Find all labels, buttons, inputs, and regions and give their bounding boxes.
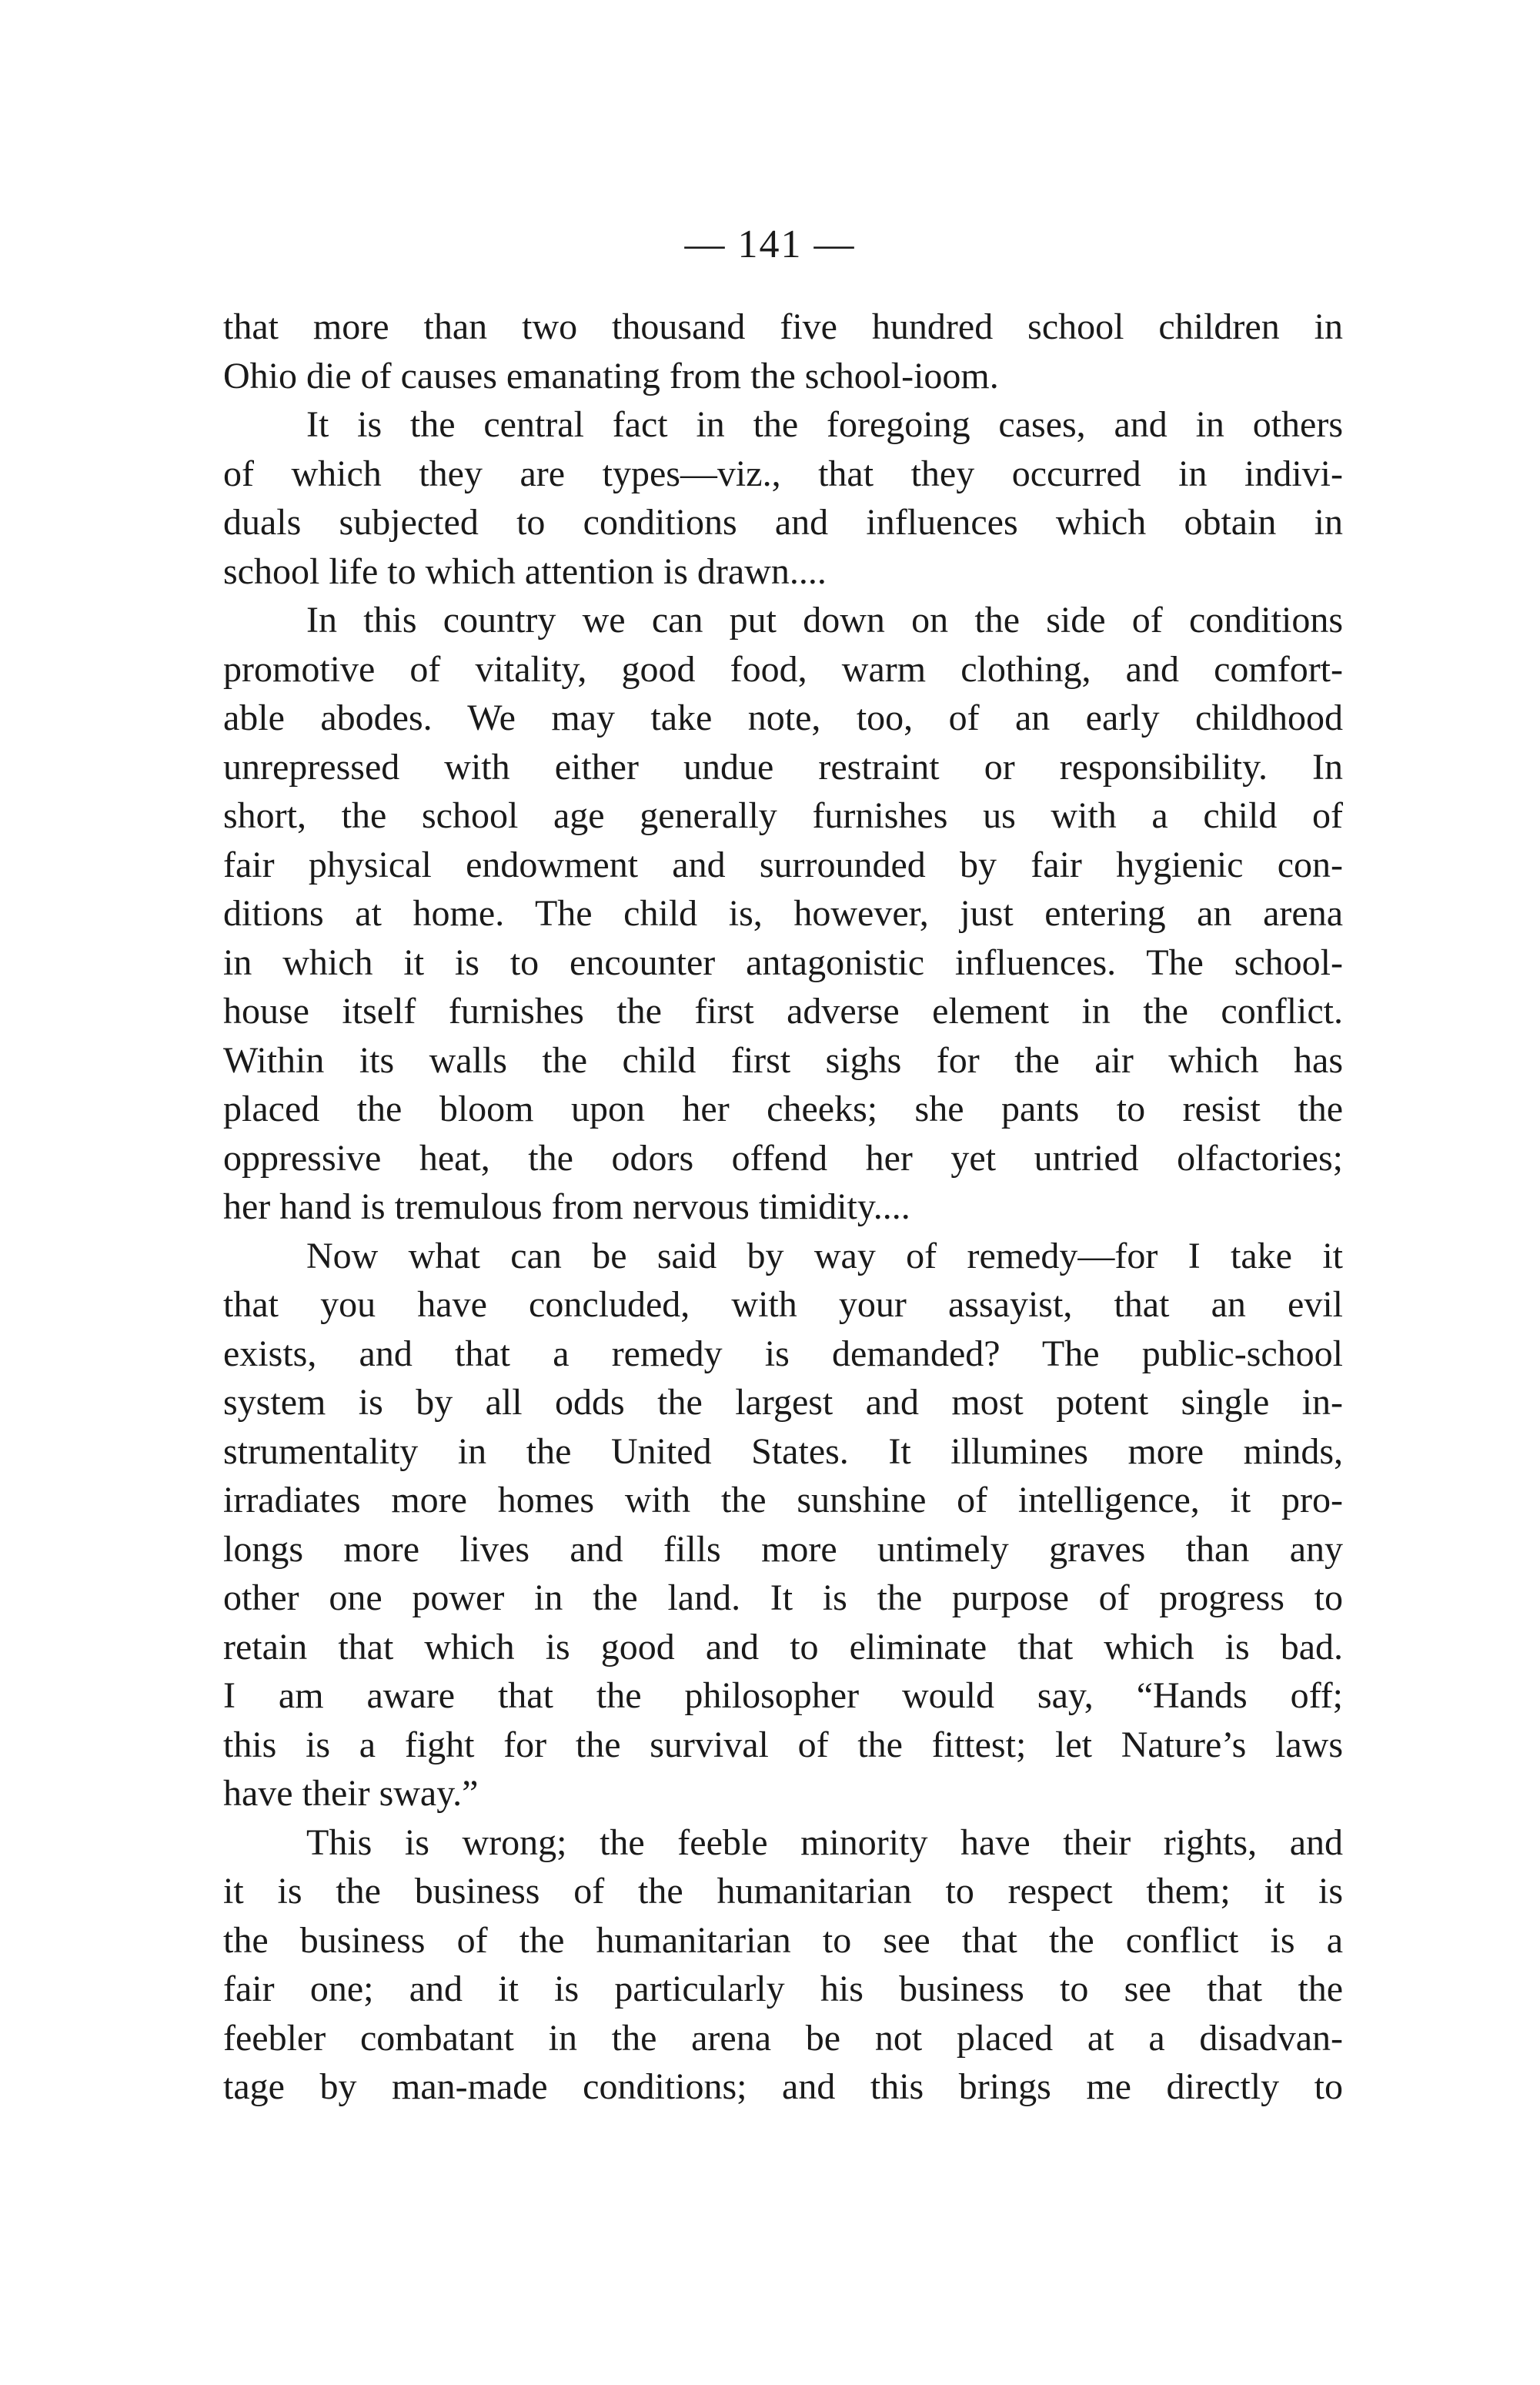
text-line: irradiates more homes with the sunshine of intelligence, it pro-: [223, 1480, 1343, 1520]
text-line: her hand is tremulous from nervous timidity....: [223, 1186, 910, 1227]
text-line: this is a fight for the survival of the fittest; let Nature’s laws: [223, 1724, 1343, 1765]
text-line: I am aware that the philosopher would say, “Hands off;: [223, 1675, 1343, 1716]
text-line: Ohio die of causes emanating from the school-ioom.: [223, 355, 999, 396]
text-line: house itself furnishes the first adverse element in the conflict.: [223, 991, 1343, 1032]
page-number: — 141 —: [684, 222, 856, 266]
text-line: that more than two thousand five hundred school children in: [223, 306, 1343, 347]
text-line: have their sway.”: [223, 1773, 479, 1814]
paragraph: [223, 1818, 1343, 2112]
text-line: longs more lives and fills more untimely graves than any: [223, 1528, 1343, 1570]
text-line: the business of the humanitarian to see that the conflict is a: [223, 1919, 1343, 1961]
text-line: exists, and that a remedy is demanded? The public-school: [223, 1333, 1343, 1374]
text-line: tage by man-made conditions; and this brings me directly to: [223, 2066, 1343, 2107]
text-line: promotive of vitality, good food, warm clothing, and comfort-: [223, 648, 1343, 690]
text-line: This is wrong; the feeble minority have their rights, and: [306, 1821, 1343, 1863]
text-line: that you have concluded, with your assayist, that an evil: [223, 1284, 1343, 1325]
text-line: in which it is to encounter antagonistic influences. The school-: [223, 942, 1343, 983]
text-line: In this country we can put down on the side of conditions: [306, 600, 1343, 641]
text-line: placed the bloom upon her cheeks; she pants to resist the: [223, 1089, 1343, 1129]
text-line: able abodes. We may take note, too, of an early childhood: [223, 697, 1343, 738]
text-line: unrepressed with either undue restraint or responsibility. In: [223, 746, 1343, 788]
text-line: strumentality in the United States. It illumines more minds,: [223, 1430, 1343, 1472]
text-line: It is the central fact in the foregoing cases, and in others: [306, 404, 1343, 445]
text-line: fair one; and it is particularly his business to see that the: [223, 1969, 1343, 2009]
paragraph: [223, 400, 1343, 596]
text-line: short, the school age generally furnishes us with a child of: [223, 795, 1343, 836]
text-line: Within its walls the child first sighs for the air which has: [223, 1039, 1343, 1081]
text-line: fair physical endowment and surrounded by fair hygienic con-: [223, 844, 1343, 885]
text-line: oppressive heat, the odors offend her yet untried olfactories;: [223, 1137, 1343, 1179]
text-line: of which they are types—viz., that they occurred in indivi-: [223, 453, 1343, 494]
text-line: Now what can be said by way of remedy—for I take it: [306, 1235, 1343, 1276]
text-line: ditions at home. The child is, however, just entering an arena: [223, 893, 1343, 934]
text-line: duals subjected to conditions and influences which obtain in: [223, 502, 1343, 543]
text-line: feebler combatant in the arena be not placed at a disadvan-: [223, 2017, 1343, 2059]
text-line: retain that which is good and to eliminate that which is bad.: [223, 1626, 1343, 1667]
text-line: school life to which attention is drawn....: [223, 550, 827, 592]
paragraph: [223, 1232, 1343, 1818]
paragraph: [223, 596, 1343, 1232]
paragraph: [223, 303, 1343, 400]
text-line: system is by all odds the largest and most potent single in-: [223, 1382, 1343, 1423]
text-line: it is the business of the humanitarian to respect them; it is: [223, 1871, 1343, 1912]
text-line: other one power in the land. It is the purpose of progress to: [223, 1577, 1343, 1618]
body-text: [223, 303, 1343, 2112]
